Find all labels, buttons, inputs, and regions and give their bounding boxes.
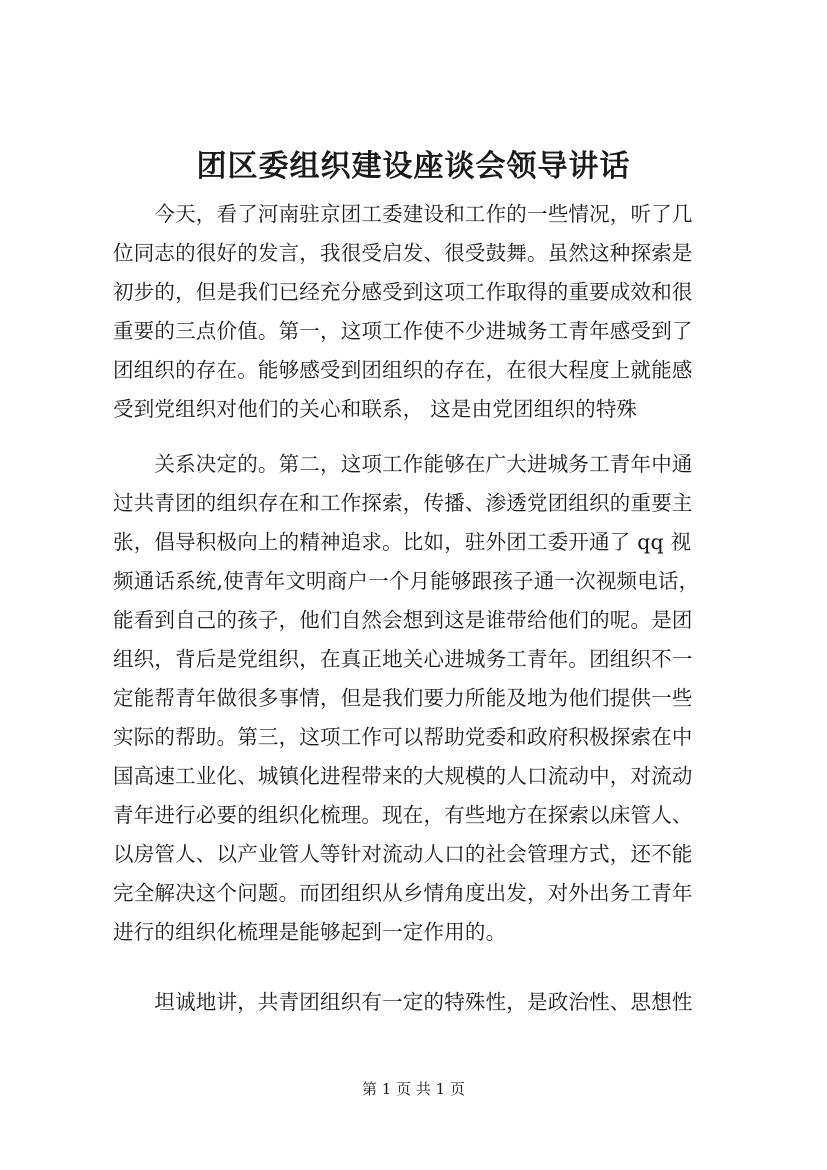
text-line: 初步的，但是我们已经充分感受到这项工作取得的重要成效和很 xyxy=(113,280,693,304)
text-line: 进行的组织化梳理是能够起到一定作用的。 xyxy=(113,920,507,944)
text-line: 定能帮青年做很多事情，但是我们要力所能及地为他们提供一些 xyxy=(113,686,693,710)
text-line: 团组织的存在。能够感受到团组织的存在，在很大程度上就能感 xyxy=(113,358,693,382)
text-line: 国高速工业化、城镇化进程带来的大规模的人口流动中，对流动 xyxy=(113,764,693,788)
page-footer: 第 1 页 共 1 页 xyxy=(362,1080,465,1098)
paragraph-2 xyxy=(113,445,733,952)
text-line: 青年进行必要的组织化梳理。现在，有些地方在探索以床管人、 xyxy=(113,803,693,827)
text-line: 重要的三点价值。第一，这项工作使不少进城务工青年感受到了 xyxy=(113,319,693,343)
text-line: 今天，看了河南驻京团工委建设和工作的一些情况，听了几 xyxy=(113,202,693,226)
text-line: 坦诚地讲，共青团组织有一定的特殊性，是政治性、思想性 xyxy=(113,990,693,1014)
text-line: 组织，背后是党组织，在真正地关心进城务工青年。团组织不一 xyxy=(113,647,693,671)
paragraph-1 xyxy=(113,195,733,429)
text-line: 过共青团的组织存在和工作探索，传播、渗透党团组织的重要主 xyxy=(113,491,693,515)
text-line: 完全解决这个问题。而团组织从乡情角度出发，对外出务工青年 xyxy=(113,881,693,905)
text-line: 以房管人、以产业管人等针对流动人口的社会管理方式，还不能 xyxy=(113,842,693,866)
text-line: 张，倡导积极向上的精神追求。比如，驻外团工委开通了 qq 视 xyxy=(113,530,692,554)
text-line: 频通话系统,使青年文明商户一个月能够跟孩子通一次视频电话， xyxy=(113,569,700,593)
text-line: 能看到自己的孩子，他们自然会想到这是谁带给他们的呢。是团 xyxy=(113,608,693,632)
text-line: 受到党组织对他们的关心和联系， 这是由党团组织的特殊 xyxy=(113,397,638,421)
paragraph-3 xyxy=(113,983,733,1022)
text-line: 实际的帮助。第三，这项工作可以帮助党委和政府积极探索在中 xyxy=(113,725,693,749)
text-line: 关系决定的。第二，这项工作能够在广大进城务工青年中通 xyxy=(113,452,693,476)
document-title: 团区委组织建设座谈会领导讲话 xyxy=(196,149,631,184)
text-line: 位同志的很好的发言，我很受启发、很受鼓舞。虽然这种探索是 xyxy=(113,241,693,265)
